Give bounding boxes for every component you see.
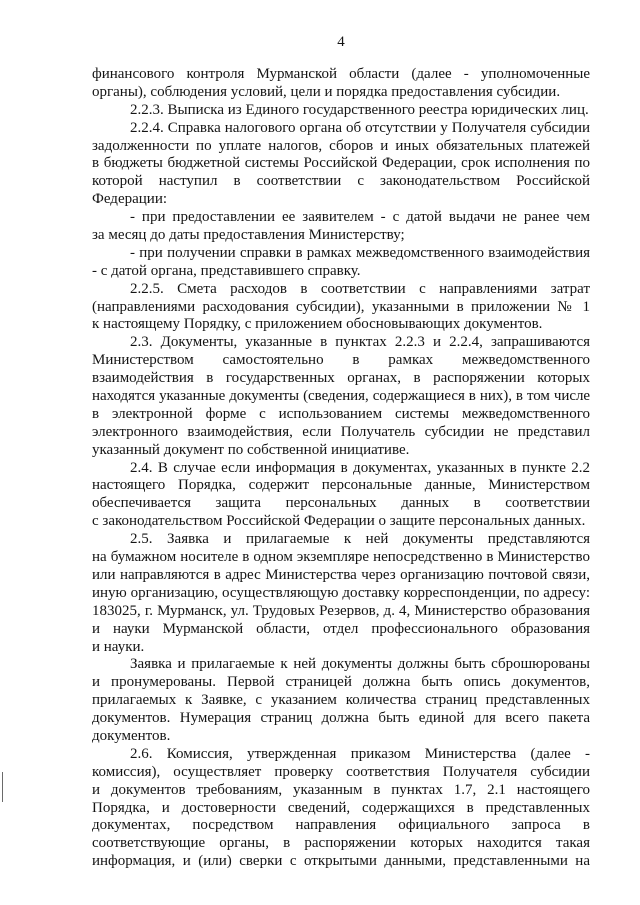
- text-line: Заявка и прилагаемые к ней документы должны быть сброшюрованы: [130, 656, 590, 673]
- paragraph-2-2-4: [92, 120, 590, 209]
- text-line: 2.2.3. Выписка из Единого государственного реестра юридических лиц.: [130, 101, 589, 118]
- text-line: в электронной форме с использованием системы межведомственного: [92, 405, 590, 422]
- scan-mark: [2, 772, 3, 802]
- text-line: органы), соблюдения условий, цели и порядка предоставления субсидии.: [92, 83, 561, 100]
- text-line: электронного взаимодействия, если Получатель субсидии не представил: [92, 423, 590, 440]
- text-line: 2.2.4. Справка налогового органа об отсутствии у Получателя субсидии: [130, 119, 590, 136]
- text-line: к настоящему Порядку, с приложением обосновывающих документов.: [92, 316, 543, 333]
- text-line: обеспечивается защита персональных данных в соответствии: [92, 495, 590, 512]
- text-line: и документов требованиям, указанным в пунктах 1.7, 2.1 настоящего: [92, 781, 590, 798]
- text-line: документов.: [92, 727, 171, 744]
- text-line: или направляются в адрес Министерства через организацию почтовой связи,: [92, 566, 590, 583]
- paragraph-continued: [92, 66, 590, 102]
- text-line: на бумажном носителе в одном экземпляре непосредственно в Министерство: [92, 549, 590, 566]
- text-line: - при предоставлении ее заявителем - с датой выдачи не ранее чем: [130, 209, 590, 226]
- text-line: - при получении справки в рамках межведомственного взаимодействия: [130, 244, 590, 261]
- text-line: Порядка, и достоверности сведений, содержащихся в представленных: [92, 799, 590, 816]
- text-line: соответствующие органы, в распоряжении которых находится такая: [92, 835, 590, 852]
- text-line: настоящего Порядка, содержит персональные данные, Министерством: [92, 477, 590, 494]
- text-line: за месяц до даты предоставления Министерству;: [92, 227, 405, 244]
- text-line: финансового контроля Мурманской области (далее - уполномоченные: [92, 66, 590, 82]
- text-line: информация, и (или) сверки с открытыми данными, представленными на: [92, 853, 590, 870]
- paragraph-2-5: [92, 531, 590, 656]
- text-line: документах, посредством направления официального запроса в: [92, 817, 590, 834]
- text-line: 2.2.5. Смета расходов в соответствии с направлениями затрат: [130, 280, 590, 297]
- text-line: и пронумерованы. Первой страницей должна быть опись документов,: [92, 674, 590, 691]
- paragraph-binding-requirements: [92, 656, 590, 745]
- text-line: (направлениями расходования субсидии), указанными в приложении № 1: [92, 298, 590, 315]
- text-line: - с датой органа, представившего справку.: [92, 262, 361, 279]
- text-line: 2.3. Документы, указанные в пунктах 2.2.3 и 2.2.4, запрашиваются: [130, 334, 590, 351]
- text-line: Федерации:: [92, 191, 168, 208]
- text-line: с законодательством Российской Федерации о защите персональных данных.: [92, 513, 586, 530]
- text-line: находятся указанные документы (сведения, содержащиеся в них), в том числе: [92, 388, 590, 405]
- text-line: и науки.: [92, 638, 145, 655]
- document-body: [92, 66, 590, 871]
- list-item-dash: [92, 209, 590, 245]
- text-line: взаимодействия в государственных органах, в распоряжении которых: [92, 370, 590, 387]
- text-line: иную организацию, осуществляющую доставку корреспонденции, по адресу:: [92, 584, 590, 601]
- text-line: в бюджеты бюджетной системы Российской Федерации, срок исполнения по: [92, 155, 590, 172]
- paragraph-2-3: [92, 334, 590, 459]
- text-line: 2.4. В случае если информация в документах, указанных в пункте 2.2: [130, 459, 590, 476]
- text-line: 2.6. Комиссия, утвержденная приказом Министерства (далее -: [130, 745, 590, 762]
- paragraph-2-4: [92, 460, 590, 532]
- page-number: 4: [337, 34, 345, 50]
- paragraph-2-2-5: [92, 281, 590, 335]
- text-line: 183025, г. Мурманск, ул. Трудовых Резервов, д. 4, Министерство образования: [92, 602, 590, 619]
- text-line: прилагаемых к Заявке, с указанием количества страниц представленных: [92, 692, 590, 709]
- paragraph-2-2-3: [92, 102, 590, 120]
- text-line: которой наступил в соответствии с законодательством Российской: [92, 173, 590, 190]
- paragraph-2-6: [92, 746, 590, 871]
- text-line: Министерством самостоятельно в рамках межведомственного: [92, 352, 590, 369]
- list-item-dash: [92, 245, 590, 281]
- text-line: задолженности по уплате налогов, сборов и иных обязательных платежей: [92, 137, 590, 154]
- text-line: документов. Нумерация страниц должна быть единой для всего пакета: [92, 710, 590, 727]
- text-line: 2.5. Заявка и прилагаемые к ней документы представляются: [130, 531, 590, 548]
- text-line: указанный документ по собственной инициативе.: [92, 441, 410, 458]
- text-line: и науки Мурманской области, отдел профессионального образования: [92, 620, 590, 637]
- text-line: комиссия), осуществляет проверку соответствия Получателя субсидии: [92, 763, 590, 780]
